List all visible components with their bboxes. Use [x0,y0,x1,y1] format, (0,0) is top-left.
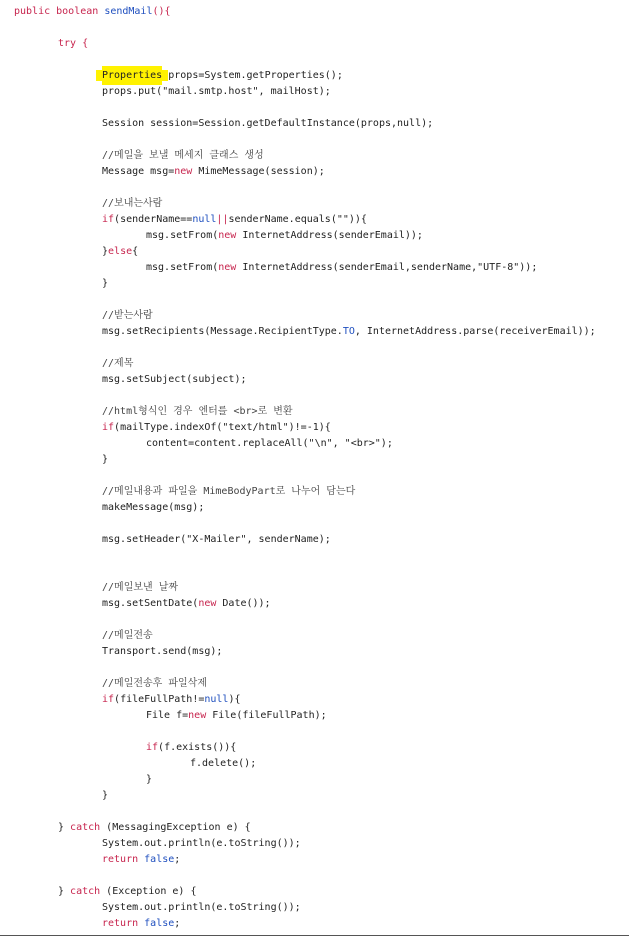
code-line [0,276,629,292]
code-token: //메일전송 [102,630,153,641]
code-line [0,292,629,308]
code-token: //html형식인 경우 엔터를 <br>로 변환 [102,406,293,417]
code-token: msg.setHeader("X-Mailer", senderName); [102,534,331,545]
bottom-divider [0,935,629,936]
code-token: Date()); [216,598,271,609]
code-token: //메일내용과 파일을 MimeBodyPart로 나누어 담는다 [102,486,356,497]
code-line [0,260,629,276]
code-token: return [102,854,139,865]
code-token: msg.setFrom( [146,230,219,241]
code-line [0,548,629,564]
code-line [0,868,629,884]
code-token: return [102,918,139,929]
code-line [0,468,629,484]
code-line [0,404,629,420]
code-token: new [188,710,207,721]
code-line [0,532,629,548]
code-line [0,372,629,388]
code-line [0,180,629,196]
code-token: { [132,246,139,257]
code-token: //메일을 보낼 메세지 클래스 생성 [102,150,264,161]
code-token: f.delete(); [190,758,257,769]
code-token: false [144,854,175,865]
code-token: makeMessage(msg); [102,502,205,513]
code-line [0,340,629,356]
code-token: (fileFullPath!= [114,694,205,705]
code-line [0,132,629,148]
code-line [0,788,629,804]
code-line [0,324,629,340]
code-line [0,724,629,740]
code-token: else [108,246,133,257]
code-line [0,692,629,708]
code-token: //받는사람 [102,310,153,321]
code-token: File f= [146,710,189,721]
code-line [0,564,629,580]
code-token: , InternetAddress.parse(receiverEmail)); [354,326,596,337]
code-token: (senderName== [114,214,193,225]
code-token: //보내는사람 [102,198,163,209]
code-token: } [146,774,153,785]
code-token: msg.setFrom( [146,262,219,273]
code-token: Message msg= [102,166,175,177]
code-line [0,20,629,36]
code-token: || [216,214,229,225]
code-token: //메일전송후 파일삭제 [102,678,208,689]
code-token: try { [58,38,89,49]
code-line [0,452,629,468]
code-token: null [192,214,217,225]
code-token: props.put("mail.smtp.host", mailHost); [102,86,331,97]
code-token: new [218,230,237,241]
code-line [0,580,629,596]
code-line [0,628,629,644]
highlighted-token: Properties [102,70,163,81]
code-line [0,772,629,788]
code-line [0,52,629,68]
code-line [0,516,629,532]
code-token: System.out.println(e.toString()); [102,902,301,913]
code-token: msg.setSentDate( [102,598,199,609]
code-token: } [102,278,109,289]
code-line [0,228,629,244]
code-line [0,436,629,452]
code-line [0,116,629,132]
code-token: new [198,598,217,609]
code-token: if [102,694,115,705]
code-token: } [58,822,71,833]
code-token: } [58,886,71,897]
code-token: InternetAddress(senderEmail,senderName,"UTF-8")); [236,262,538,273]
code-line [0,644,629,660]
code-token: } [102,790,109,801]
code-line [0,612,629,628]
code-token: ; [174,918,181,929]
code-token: System.out.println(e.toString()); [102,838,301,849]
code-line [0,36,629,52]
code-token: //제목 [102,358,134,369]
code-line [0,420,629,436]
code-token: catch [70,822,101,833]
code-token: MimeMessage(session); [192,166,325,177]
code-line [0,308,629,324]
code-line [0,820,629,836]
code-token: false [144,918,175,929]
code-token: msg.setRecipients(Message.RecipientType. [102,326,343,337]
code-token: (f.exists()){ [158,742,237,753]
code-token: if [146,742,159,753]
code-token: //메일보낸 날짜 [102,582,179,593]
code-token: if [102,214,115,225]
code-token: } [102,246,109,257]
code-token: new [174,166,193,177]
code-token: catch [70,886,101,897]
code-token: TO [342,326,355,337]
code-token: content=content.replaceAll("\n", "<br>"); [146,438,393,449]
code-line [0,708,629,724]
code-token: msg.setSubject(subject); [102,374,247,385]
code-line [0,388,629,404]
code-token: (Exception e) { [100,886,197,897]
code-line [0,596,629,612]
code-line [0,852,629,868]
code-line [0,356,629,372]
code-token: sendMail [104,6,153,17]
code-token: (){ [152,6,171,17]
code-line [0,900,629,916]
code-token: new [218,262,237,273]
code-token: if [102,422,115,433]
code-token: Transport.send(msg); [102,646,223,657]
code-line [0,84,629,100]
code-token: Session session=Session.getDefaultInstance(props,null); [102,118,434,129]
code-line [0,148,629,164]
code-token: props=System.getProperties(); [162,70,343,81]
code-line [0,756,629,772]
code-line [0,660,629,676]
code-token: (mailType.indexOf("text/html")!=-1){ [114,422,331,433]
code-line [0,916,629,932]
code-token: (MessagingException e) { [100,822,251,833]
code-token: InternetAddress(senderEmail)); [236,230,423,241]
code-line [0,740,629,756]
code-line [0,100,629,116]
code-token: senderName.equals("")){ [228,214,367,225]
code-token: File(fileFullPath); [206,710,327,721]
code-line [0,4,629,20]
code-token: null [204,694,229,705]
code-line [0,804,629,820]
code-line [0,212,629,228]
code-token: ){ [228,694,241,705]
code-line [0,836,629,852]
code-line [0,884,629,900]
code-token: public boolean [14,6,105,17]
code-line [0,500,629,516]
code-token: } [102,454,109,465]
code-line [0,484,629,500]
code-token: ; [174,854,181,865]
code-line [0,164,629,180]
code-line [0,68,629,84]
code-line [0,676,629,692]
code-line [0,244,629,260]
code-line [0,196,629,212]
